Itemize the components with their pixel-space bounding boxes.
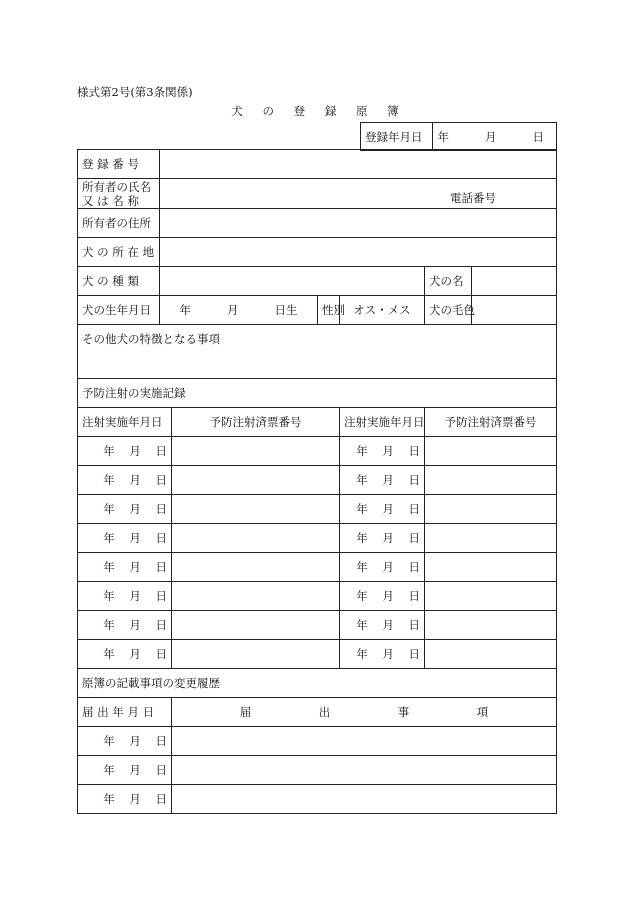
vaccination-ticket-cell[interactable] (425, 524, 557, 553)
vaccination-date-cell[interactable]: 年 月 日 (78, 640, 172, 669)
changes-date-header: 届 出 年 月 日 (78, 698, 172, 727)
vaccination-date-cell[interactable]: 年 月 日 (340, 553, 425, 582)
dog-birth-label: 犬の生年月日 (78, 296, 160, 325)
header-char: 事 (397, 705, 410, 719)
dog-kind-label: 犬 の 種 類 (78, 267, 160, 296)
change-item-cell[interactable] (172, 785, 557, 814)
changes-item-header (172, 698, 557, 727)
owner-name-line2: 又 は 名 称 (82, 193, 139, 208)
vaccination-date-cell[interactable]: 年 月 日 (78, 524, 172, 553)
vaccination-ticket-cell[interactable] (425, 495, 557, 524)
vaccination-ticket-cell[interactable] (425, 582, 557, 611)
change-item-cell[interactable] (172, 756, 557, 785)
table-row (78, 553, 557, 582)
table-row (78, 756, 557, 785)
vaccination-ticket-cell[interactable] (425, 466, 557, 495)
table-row (78, 582, 557, 611)
day-label: 日生 (274, 303, 298, 317)
vaccination-date-cell[interactable]: 年 月 日 (340, 582, 425, 611)
dog-name-field[interactable] (472, 267, 557, 296)
vaccination-date-cell[interactable]: 年 月 日 (340, 640, 425, 669)
vaccination-ticket-cell[interactable] (172, 582, 340, 611)
month-label: 月 (227, 303, 239, 317)
month-label: 月 (485, 129, 497, 144)
vaccination-ticket-cell[interactable] (172, 466, 340, 495)
year-label: 年 (179, 303, 191, 317)
owner-name-field[interactable] (160, 179, 557, 209)
dog-kind-field[interactable] (160, 267, 425, 296)
vaccination-section-title: 予防注射の実施記録 (78, 379, 557, 408)
table-row (78, 727, 557, 756)
features-label: その他犬の特徴となる事項 (82, 332, 220, 346)
vaccination-date-cell[interactable]: 年 月 日 (78, 553, 172, 582)
title-char: 原 (355, 104, 368, 118)
registration-date-field[interactable] (433, 123, 557, 151)
owner-address-field[interactable] (160, 209, 557, 238)
registration-date-box (360, 122, 557, 151)
table-row (78, 785, 557, 814)
change-date-cell[interactable]: 年 月 日 (78, 756, 172, 785)
sex-field[interactable]: オス・メス (340, 296, 425, 325)
dog-location-field[interactable] (160, 238, 557, 267)
vaccination-ticket-cell[interactable] (425, 553, 557, 582)
year-label: 年 (437, 129, 449, 144)
dog-birth-field[interactable] (160, 296, 318, 325)
header-char: 項 (476, 705, 489, 719)
table-row (78, 611, 557, 640)
vaccination-ticket-cell[interactable] (425, 611, 557, 640)
reg-number-field[interactable] (160, 150, 557, 179)
vaccination-ticket-cell[interactable] (425, 437, 557, 466)
vaccination-date-cell[interactable]: 年 月 日 (340, 466, 425, 495)
vaccination-ticket-cell[interactable] (172, 437, 340, 466)
fur-color-label: 犬の毛色 (425, 296, 472, 325)
vaccination-date-cell[interactable]: 年 月 日 (78, 611, 172, 640)
fur-color-field[interactable] (472, 296, 557, 325)
owner-address-label: 所有者の住所 (78, 209, 160, 238)
vaccination-ticket-cell[interactable] (172, 640, 340, 669)
registration-date-label: 登録年月日 (361, 123, 433, 151)
sex-label: 性別 (318, 296, 340, 325)
table-row (78, 495, 557, 524)
title-char: の (262, 104, 275, 118)
vaccination-date-cell[interactable]: 年 月 日 (78, 466, 172, 495)
vaccination-date-cell[interactable]: 年 月 日 (78, 495, 172, 524)
vaccination-ticket-header: 予防注射済票番号 (172, 408, 340, 437)
day-label: 日 (532, 129, 544, 144)
owner-name-label (78, 179, 160, 209)
change-date-cell[interactable]: 年 月 日 (78, 727, 172, 756)
vaccination-date-cell[interactable]: 年 月 日 (340, 495, 425, 524)
owner-name-line1: 所有者の氏名 (82, 179, 151, 194)
dog-register-table (77, 149, 557, 814)
vaccination-ticket-cell[interactable] (425, 640, 557, 669)
vaccination-date-header-2: 注射実施年月日 (340, 408, 425, 437)
vaccination-date-cell[interactable]: 年 月 日 (78, 437, 172, 466)
page-title (180, 103, 450, 119)
vaccination-ticket-cell[interactable] (172, 553, 340, 582)
title-char: 登 (293, 104, 306, 118)
vaccination-ticket-cell[interactable] (172, 611, 340, 640)
title-char: 犬 (231, 104, 243, 118)
table-row (78, 524, 557, 553)
vaccination-date-header: 注射実施年月日 (78, 408, 172, 437)
header-char: 届 (239, 705, 252, 719)
title-char: 録 (324, 104, 337, 118)
changes-section-title: 原簿の記載事項の変更履歴 (78, 669, 557, 698)
header-char: 出 (318, 705, 331, 719)
features-field[interactable] (78, 325, 557, 379)
dog-name-label: 犬の名 (425, 267, 472, 296)
change-date-cell[interactable]: 年 月 日 (78, 785, 172, 814)
title-char: 簿 (387, 104, 399, 118)
reg-number-label: 登 録 番 号 (78, 150, 160, 179)
table-row (78, 640, 557, 669)
vaccination-date-cell[interactable]: 年 月 日 (340, 437, 425, 466)
phone-label: 電話番号 (450, 191, 496, 205)
table-row (78, 466, 557, 495)
vaccination-date-cell[interactable]: 年 月 日 (340, 524, 425, 553)
vaccination-date-cell[interactable]: 年 月 日 (340, 611, 425, 640)
vaccination-ticket-cell[interactable] (172, 524, 340, 553)
form-number: 様式第2号(第3条関係) (77, 85, 193, 99)
vaccination-date-cell[interactable]: 年 月 日 (78, 582, 172, 611)
change-item-cell[interactable] (172, 727, 557, 756)
dog-location-label: 犬 の 所 在 地 (78, 238, 160, 267)
table-row (78, 437, 557, 466)
vaccination-ticket-cell[interactable] (172, 495, 340, 524)
vaccination-ticket-header-2: 予防注射済票番号 (425, 408, 557, 437)
